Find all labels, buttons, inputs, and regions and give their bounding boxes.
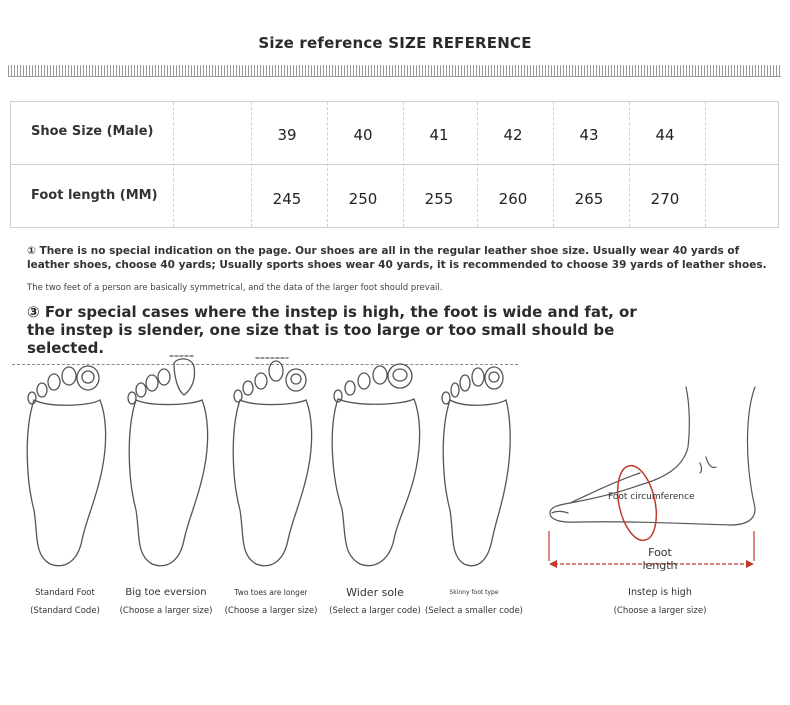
table-column-divider [403, 102, 404, 227]
foot-type-code: (Select a smaller code) [424, 606, 524, 616]
wider-sole-foot-icon [328, 357, 424, 572]
note-regular-size: ① There is no special indication on the page. Our shoes are all in the regular leather shoe size. Usually wear 40 yards of leather shoes, choose 40 yards; Usually sports shoes wear 40 yards, it is recommended to choose 39 yards of leather shoes. [27, 245, 767, 271]
table-cell: 250 [348, 190, 378, 208]
foot-type-name: Two toes are longer [234, 588, 308, 597]
table-column-divider [629, 102, 630, 227]
table-cell: 39 [277, 126, 297, 144]
page-title: Size reference SIZE REFERENCE [258, 34, 532, 52]
table-column-divider [705, 102, 706, 227]
two-toes-longer-foot-icon [226, 355, 318, 572]
foot-length-label: length [642, 559, 678, 572]
foot-circumference-label: Foot circumference [608, 492, 695, 502]
table-cell: 255 [424, 190, 454, 208]
table-cell: 43 [579, 126, 599, 144]
note-symmetry: The two feet of a person are basically symmetrical, and the data of the larger foot should prevail. [27, 283, 443, 293]
foot-type-name: Big toe eversion [125, 587, 207, 598]
foot-length-label: Foot [648, 546, 672, 559]
ruler-divider [8, 65, 781, 77]
table-cell: 270 [650, 190, 680, 208]
table-column-divider [173, 102, 174, 227]
foot-type-name: Skinny foot type [449, 589, 499, 596]
row-label-foot-length: Foot length (MM) [31, 188, 158, 203]
instep-type-code: (Choose a larger size) [613, 606, 707, 616]
table-cell: 260 [498, 190, 528, 208]
table-column-divider [477, 102, 478, 227]
foot-type-code: (Standard Code) [30, 606, 100, 616]
table-row-divider [11, 164, 778, 165]
skinny-foot-icon [432, 360, 522, 572]
note-special-cases: ③ For special cases where the instep is high, the foot is wide and fat, or the instep is slender, one size that is too large or too small should be selected. [27, 303, 637, 357]
size-table [10, 101, 779, 228]
foot-type-code: (Choose a larger size) [224, 606, 318, 616]
foot-type-name: Wider sole [346, 586, 404, 599]
table-column-divider [553, 102, 554, 227]
big-toe-eversion-foot-icon [122, 355, 214, 572]
foot-type-name: Standard Foot [35, 588, 95, 598]
table-column-divider [251, 102, 252, 227]
table-cell: 265 [574, 190, 604, 208]
table-cell: 245 [272, 190, 302, 208]
table-cell: 41 [429, 126, 449, 144]
table-column-divider [327, 102, 328, 227]
foot-type-code: (Choose a larger size) [119, 606, 213, 616]
table-cell: 44 [655, 126, 675, 144]
foot-type-code: (Select a larger code) [329, 606, 421, 616]
table-cell: 40 [353, 126, 373, 144]
row-label-shoe-size: Shoe Size (Male) [31, 124, 154, 139]
instep-type-name: Instep is high [628, 587, 692, 598]
table-cell: 42 [503, 126, 523, 144]
standard-foot-icon [20, 360, 112, 572]
